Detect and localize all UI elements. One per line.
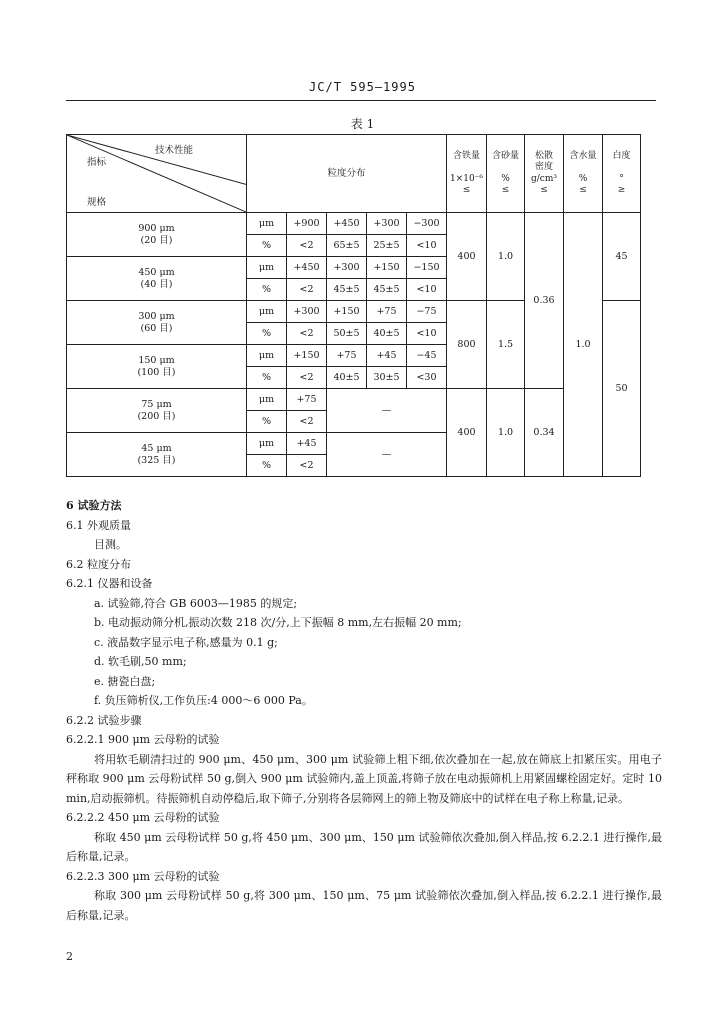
size-cell: +75 bbox=[327, 345, 367, 367]
corner-tech-label: 技术性能 bbox=[155, 145, 194, 156]
pct-cell: <2 bbox=[287, 279, 327, 301]
spec-cell: 900 μm (20 目) bbox=[67, 213, 247, 257]
pct-cell: 45±5 bbox=[327, 279, 367, 301]
unit-cell: μm bbox=[247, 301, 287, 323]
dash-cell: — bbox=[327, 433, 447, 477]
spec-cell: 45 μm (325 目) bbox=[67, 433, 247, 477]
equipment-item: b. 电动振动筛分机,振动次数 218 次/分,上下振幅 8 mm,左右振幅 20 mm; bbox=[94, 616, 462, 629]
pct-cell: 25±5 bbox=[367, 235, 407, 257]
pct-cell: <2 bbox=[287, 455, 327, 477]
dash-cell: — bbox=[327, 389, 447, 433]
pct-cell: 45±5 bbox=[367, 279, 407, 301]
size-cell: −75 bbox=[407, 301, 447, 323]
spec-cell: 450 μm (40 目) bbox=[67, 257, 247, 301]
pct-cell: <2 bbox=[287, 411, 327, 433]
pct-cell: <10 bbox=[407, 235, 447, 257]
unit-cell: % bbox=[247, 279, 287, 301]
pct-cell: 40±5 bbox=[367, 323, 407, 345]
size-cell: −45 bbox=[407, 345, 447, 367]
unit-cell: μm bbox=[247, 389, 287, 411]
size-cell: +150 bbox=[287, 345, 327, 367]
section-6-2-2-heading: 6.2.2 试验步骤 bbox=[66, 713, 142, 727]
density-value: 0.36 bbox=[525, 213, 564, 389]
size-cell: +150 bbox=[327, 301, 367, 323]
section-6-2-2-1-heading: 6.2.2.1 900 μm 云母粉的试验 bbox=[66, 733, 220, 746]
spec-table bbox=[66, 134, 641, 477]
unit-cell: μm bbox=[247, 345, 287, 367]
iron-value: 400 bbox=[447, 213, 487, 301]
whiteness-header: 白度 ° ≥ bbox=[603, 135, 641, 213]
size-cell: +45 bbox=[367, 345, 407, 367]
water-header: 含水量 % ≤ bbox=[564, 135, 603, 213]
doc-number-header: JC/T 595—1995 bbox=[309, 80, 416, 94]
spec-cell: 300 μm (60 目) bbox=[67, 301, 247, 345]
section-6-2-2-3-heading: 6.2.2.3 300 μm 云母粉的试验 bbox=[66, 869, 220, 883]
spec-cell: 150 μm (100 目) bbox=[67, 345, 247, 389]
unit-cell: % bbox=[247, 323, 287, 345]
pct-cell: <10 bbox=[407, 323, 447, 345]
size-cell: +300 bbox=[367, 213, 407, 235]
unit-cell: % bbox=[247, 455, 287, 477]
water-value: 1.0 bbox=[564, 213, 603, 477]
section-6-1-heading: 6.1 外观质量 bbox=[66, 518, 131, 532]
size-cell: +150 bbox=[367, 257, 407, 279]
size-cell: +300 bbox=[327, 257, 367, 279]
pct-cell: 40±5 bbox=[327, 367, 367, 389]
pct-cell: <2 bbox=[287, 235, 327, 257]
equipment-item: c. 液晶数字显示电子称,感量为 0.1 g; bbox=[94, 635, 278, 649]
pct-cell: 50±5 bbox=[327, 323, 367, 345]
section-6-heading: 6 试验方法 bbox=[66, 499, 122, 512]
table-row bbox=[67, 389, 641, 411]
body-text bbox=[66, 496, 662, 925]
density-header: 松散 密度 g/cm³ ≤ bbox=[525, 135, 564, 213]
unit-cell: % bbox=[247, 367, 287, 389]
spec-cell: 75 μm (200 目) bbox=[67, 389, 247, 433]
iron-value: 400 bbox=[447, 389, 487, 477]
pct-cell: 30±5 bbox=[367, 367, 407, 389]
table-row bbox=[67, 213, 641, 235]
paragraph-450um: 称取 450 μm 云母粉试样 50 g,将 450 μm、300 μm、150 μm 试验筛依次叠加,倒入样品,按 6.2.2.1 进行操作,最后称量,记录。 bbox=[66, 830, 662, 863]
section-6-2-heading: 6.2 粒度分布 bbox=[66, 557, 131, 571]
sand-header: 含砂量 % ≤ bbox=[487, 135, 525, 213]
equipment-item: d. 软毛刷,50 mm; bbox=[94, 655, 187, 668]
size-cell: +900 bbox=[287, 213, 327, 235]
equipment-item: a. 试验筛,符合 GB 6003—1985 的规定; bbox=[94, 596, 298, 610]
equipment-item: f. 负压筛析仪,工作负压:4 000～6 000 Pa。 bbox=[94, 694, 313, 707]
page-number: 2 bbox=[66, 950, 73, 963]
pct-cell: <30 bbox=[407, 367, 447, 389]
pct-cell: <2 bbox=[287, 367, 327, 389]
section-6-1-body: 目测。 bbox=[94, 538, 127, 551]
table-caption: 表 1 bbox=[350, 117, 375, 131]
corner-index-label: 指标 bbox=[87, 157, 107, 168]
sand-value: 1.0 bbox=[487, 213, 525, 301]
unit-cell: % bbox=[247, 411, 287, 433]
size-cell: +450 bbox=[287, 257, 327, 279]
corner-spec-label: 规格 bbox=[87, 197, 107, 208]
unit-cell: % bbox=[247, 235, 287, 257]
table-header-row bbox=[67, 135, 641, 213]
whiteness-value: 45 bbox=[603, 213, 641, 301]
sand-value: 1.5 bbox=[487, 301, 525, 389]
unit-cell: μm bbox=[247, 257, 287, 279]
unit-cell: μm bbox=[247, 433, 287, 455]
pct-cell: 65±5 bbox=[327, 235, 367, 257]
equipment-item: e. 搪瓷白盘; bbox=[94, 674, 156, 688]
corner-cell bbox=[67, 135, 247, 213]
paragraph-900um: 将用软毛刷清扫过的 900 μm、450 μm、300 μm 试验筛上粗下细,依次叠加在一起,放在筛底上扣紧压实。用电子秤称取 900 μm 云母粉试样 50 g,倒入 900 μm 试验筛内,盖上顶盖,将筛子放在电动振筛机上用紧固螺栓固定好。定时 10 min,启动振筛机。待振筛机自动停稳后,取下筛子,分别将各层筛网上的筛上物及筛底中的试样在电子称上称量,记录。 bbox=[66, 752, 662, 805]
section-6-2-1-heading: 6.2.1 仪器和设备 bbox=[66, 577, 153, 590]
density-value: 0.34 bbox=[525, 389, 564, 477]
size-cell: −300 bbox=[407, 213, 447, 235]
sand-value: 1.0 bbox=[487, 389, 525, 477]
pct-cell: <10 bbox=[407, 279, 447, 301]
size-cell: −150 bbox=[407, 257, 447, 279]
size-cell: +75 bbox=[367, 301, 407, 323]
paragraph-300um: 称取 300 μm 云母粉试样 50 g,将 300 μm、150 μm、75 μm 试验筛依次叠加,倒入样品,按 6.2.2.1 进行操作,最后称量,记录。 bbox=[66, 889, 662, 922]
particle-header: 粒度分布 bbox=[247, 135, 447, 213]
header-rule bbox=[66, 100, 656, 101]
section-6-2-2-2-heading: 6.2.2.2 450 μm 云母粉的试验 bbox=[66, 811, 220, 824]
iron-value: 800 bbox=[447, 301, 487, 389]
pct-cell: <2 bbox=[287, 323, 327, 345]
size-cell: +450 bbox=[327, 213, 367, 235]
unit-cell: μm bbox=[247, 213, 287, 235]
iron-header: 含铁量 1×10⁻⁶ ≤ bbox=[447, 135, 487, 213]
whiteness-value: 50 bbox=[603, 301, 641, 477]
size-cell: +45 bbox=[287, 433, 327, 455]
size-cell: +300 bbox=[287, 301, 327, 323]
size-cell: +75 bbox=[287, 389, 327, 411]
